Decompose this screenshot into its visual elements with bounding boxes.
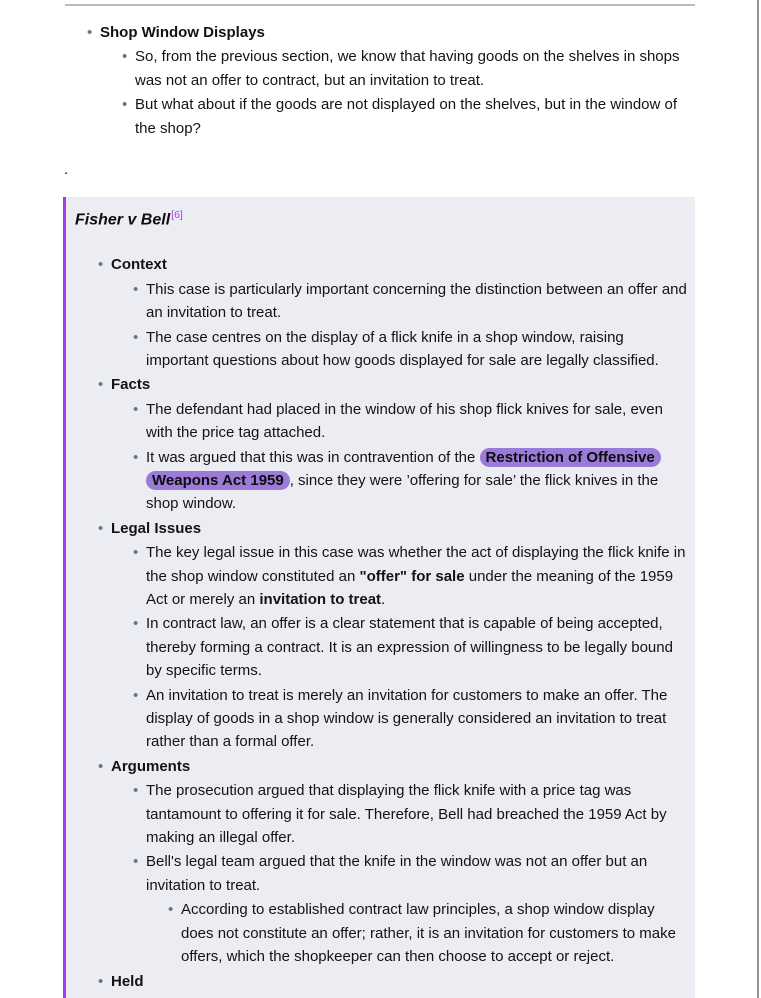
bullet-list [100, 45, 691, 140]
bullet-list [111, 278, 689, 373]
list-item [132, 612, 689, 682]
text-run: An invitation to treat is merely an invitation for customers to make an offer. The display of goods in a shop window is generally considered an invitation to treat rather than a formal offer. [146, 686, 668, 751]
list-item [132, 684, 689, 754]
text-run: . [381, 591, 386, 609]
list-item [97, 517, 689, 754]
text-run: The key legal issue in this case was whether the act of displaying the flick knife in the shop window constituted an [146, 544, 686, 585]
list-item [132, 278, 689, 325]
case-name: Fisher v Bell [75, 211, 171, 229]
text-run: Bell's legal team argued that the knife in the window was not an offer but an invitation to treat. [146, 853, 648, 894]
callout-title [75, 204, 689, 231]
list-item [97, 755, 689, 969]
pane-edge-line [757, 0, 759, 998]
bullet-list [75, 253, 689, 993]
bullet-list [86, 21, 691, 140]
text-run: The prosecution argued that displaying the flick knife with a price tag was tantamount to offering it for sale. Therefore, Bell had breached the 1959 Act by making an illegal offer. [146, 782, 667, 847]
text-run: Held [111, 972, 144, 990]
footnote-ref-link[interactable]: [6] [171, 209, 183, 221]
shop-window-displays-section [86, 20, 691, 141]
text-run: Context [111, 256, 167, 274]
text-run: The defendant had placed in the window of his shop flick knives for sale, even with the price tag attached. [146, 400, 663, 442]
list-item [132, 326, 689, 373]
text-run: This case is particularly important concerning the distinction between an offer and an invitation to treat. [146, 280, 687, 322]
text-run: Legal Issues [111, 519, 202, 537]
text-run: , since they were ’offering for sale’ the flick knives in the shop window. [146, 471, 659, 513]
callout-bullet-list-mount [75, 253, 689, 993]
list-item [132, 446, 689, 516]
case-callout-fisher-v-bell [63, 197, 695, 998]
text-run: So, from the previous section, we know that having goods on the shelves in shops was not an offer to contract, but an invitation to treat. [135, 48, 680, 89]
list-item [132, 779, 689, 849]
section-divider [65, 4, 695, 6]
list-item [121, 45, 691, 92]
text-run: Shop Window Displays [100, 24, 265, 41]
text-run: In contract law, an offer is a clear statement that is capable of being accepted, thereby forming a contract. It is an expression of willingness to be legally bound by specific terms. [146, 615, 673, 680]
text-run: It was argued that this was in contravention of the [146, 448, 480, 466]
list-item [132, 541, 689, 611]
list-item [121, 93, 691, 140]
text-run: According to established contract law principles, a shop window display does not constitute an offer; rather, it is an invitation for customers to make offers, which the shopkeeper can then choose to accept or reject. [181, 901, 676, 966]
bullet-list [111, 541, 689, 754]
list-item [86, 21, 691, 140]
list-item [132, 850, 689, 968]
list-item [97, 970, 689, 993]
bullet-list [111, 779, 689, 968]
list-item [97, 373, 689, 515]
text-run: But what about if the goods are not displayed on the shelves, but in the window of the shop? [135, 96, 678, 137]
list-item [132, 398, 689, 445]
bullet-list [111, 398, 689, 516]
intro-bullet-list-mount [86, 21, 691, 140]
text-run: The case centres on the display of a flick knife in a shop window, raising important questions about how goods displayed for sale are legally classified. [146, 328, 659, 369]
list-item [97, 253, 689, 372]
highlight-text: Restriction of Offensive Weapons Act 1959 [146, 448, 661, 490]
bullet-list [146, 898, 689, 968]
text-run: invitation to treat [259, 591, 382, 609]
text-run: Arguments [111, 757, 191, 775]
list-item [167, 898, 689, 968]
text-run: "offer" for sale [359, 567, 465, 585]
text-run: Facts [111, 376, 151, 394]
text-run: under the meaning of the 1959 Act or merely an [146, 567, 674, 609]
stray-period: . [64, 161, 69, 178]
